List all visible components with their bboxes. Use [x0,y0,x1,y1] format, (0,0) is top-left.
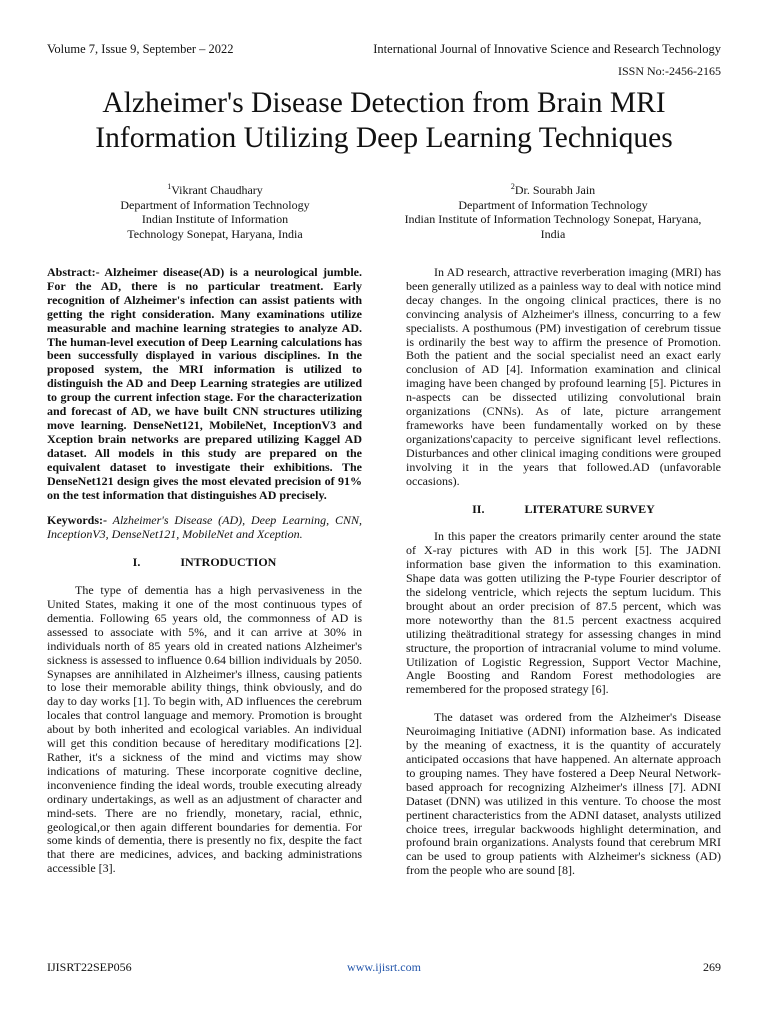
literature-paragraph-2: The dataset was ordered from the Alzheimer's Disease Neuroimaging Initiative (ADNI) information base. As indicated by the meaning of exactness, it is the quantity of accurately anticipated occasions that have happened. An alternate approach to grouping names. They have fostered a Deep Neural Network-based approach for recognizing Alzheimer's illness [7]. ADNI Dataset (DNN) was utilized in this venture. To choose the most pertinent characteristics from the ADNI dataset, analysts utilized choice trees, irregular backwoods highlight determination, and profound brain organizations. Analysts found that cerebrum MRI can be used to group patients with Alzheimer's sickness (AD) from the people who are sound [8]. [406,710,721,878]
section-literature-heading [406,503,721,517]
header-issn: ISSN No:-2456-2165 [617,64,721,78]
right-column [406,266,721,878]
literature-paragraph-1: In this paper the creators primarily center around the state of X-ray pictures with AD in this work [5]. The JADNI information base given the information to this examination. Shape data was gotten utilizing the P-type Fourier descriptor of the sidelong ventricle, which rejects the septum lucidum. This brought about an order precision of 87.5 percent, which was more noteworthy than the 81.5 percent exactness acquired utilizing theätraditional strategy for assessing changes in mind structure, the proportion of intracranial volume to mind volume. Utilization of Logistic Regression, Support Vector Machine, Angle Boosting and Random Forest methodologies are remembered for the proposed strategy [6]. [406,529,721,697]
keywords-label: Keywords:- [47,513,107,528]
paper-title: Alzheimer's Disease Detection from Brain MRI Information Utilizing Deep Learning Techniques [95,87,673,154]
section-introduction-heading [47,556,362,570]
header-volume: Volume 7, Issue 9, September – 2022 [47,42,234,56]
author-2-sup: 2 [510,182,515,191]
author-1 [95,180,335,241]
author-1-inst1: Indian Institute of Information [141,212,289,226]
section-literature-title: LITERATURE SURVEY [524,501,655,516]
author-2-dept: Department of Information Technology [458,197,648,212]
section-introduction-number: I. [132,555,141,570]
author-1-inst2: Technology Sonepat, Haryana, India [127,226,303,241]
footer-page-number: 269 [703,960,721,974]
intro-paragraph-2: In AD research, attractive reverberation imaging (MRI) has been generally utilized as a painless way to deal with notice mind decay changes. In the ongoing clinical practices, there is no convincing analysis of Alzheimer's illness, concurring to a few specialists. A posthumous (PM) investigation of cerebrum tissue is ordinarily the best way to affirm the presence of Promotion. Both the patient and the social specialist need an exact early conclusion of AD [4]. Information examination and clinical imaging have been changed by profound learning [5]. Pictures in n-aspects can be dissected utilizing convolutional brain organizations (CNNs). As of late, picture arrangement frameworks have been fundamentally worked on by these organizations'capacity to perceive significant level reflections. Disturbances and other clinical imaging conditions were grouped involving it in the years that followed.AD (unfavorable occasions). [406,265,721,488]
author-1-sup: 1 [167,182,172,191]
footer-website-link[interactable]: www.ijisrt.com [347,960,421,974]
keywords [47,514,362,542]
author-2-inst1: Indian Institute of Information Technology Sonepat, Haryana, [404,212,702,226]
keywords-text: Alzheimer's Disease (AD), Deep Learning, CNN, InceptionV3, DenseNet121, MobileNet and Xception. [47,513,362,542]
abstract: Abstract:- Alzheimer disease(AD) is a neurological jumble. For the AD, there is no particular treatment. Early recognition of Alzheimer's infection can assist patients with getting the right consideration. Many examinations utilize measurable and machine learning strategies to analyze AD. The human-level execution of Deep Learning calculations has been successfully displayed in various disciplines. In the proposed system, the MRI information is utilized to distinguish the AD and Deep Learning strategies are utilized to group the current infection stage. For the characterization and forecast of AD, we have built CNN structures utilizing move learning. DenseNet121, MobileNet, InceptionV3 and Xception brain networks are prepared utilizing Kaggel AD dataset. All models in this study are prepared on the equivalent dataset to investigate their exhibitions. The DenseNet121 design gives the most elevated precision of 91% on the test information that distinguishes AD precisely. [47,265,362,502]
section-literature-number: II. [472,501,485,516]
section-introduction-title: INTRODUCTION [180,555,277,570]
header-journal: International Journal of Innovative Science and Research Technology [373,42,721,56]
intro-paragraph-1: The type of dementia has a high pervasiveness in the United States, making it one of the most continuous types of dementia. Following 65 years old, the commonness of AD is assessed to associate with 5%, and it can arrive at 30% in individuals north of 85 years old in created nations Alzheimer's sickness is assessed to influence 0.64 billion individuals by 2050. Synapses are annihilated in Alzheimer's illness, causing patients to lose their memorable ability things, think obviously, and do day to day works [1]. To begin with, AD influences the cerebrum locales that control language and memory. Promotion is brought about by both inherited and ecological variables. An individual will get this condition because of hereditary modifications [2]. Rather, it's a sickness of the mind and victims may show indications of maturing. These incorporate cognitive decline, inconvenience finding the ideal words, trouble executing already ordinary undertakings, as well as an adjustment of character and mind-sets. There are no friendly, monetary, racial, ethnic, geological,or then again different boundaries for dementia. For some kinds of dementia, there is presently no fix, despite the fact that there are medicines, advices, and backing administrations accessible [3]. [47,583,362,876]
author-1-dept: Department of Information Technology [120,197,310,212]
author-1-name: Vikrant Chaudhary [171,183,263,197]
footer-code: IJISRT22SEP056 [47,960,132,974]
left-column [47,266,362,876]
author-2 [385,180,721,241]
author-2-inst2: India [540,226,566,241]
author-2-name: Dr. Sourabh Jain [514,183,596,197]
